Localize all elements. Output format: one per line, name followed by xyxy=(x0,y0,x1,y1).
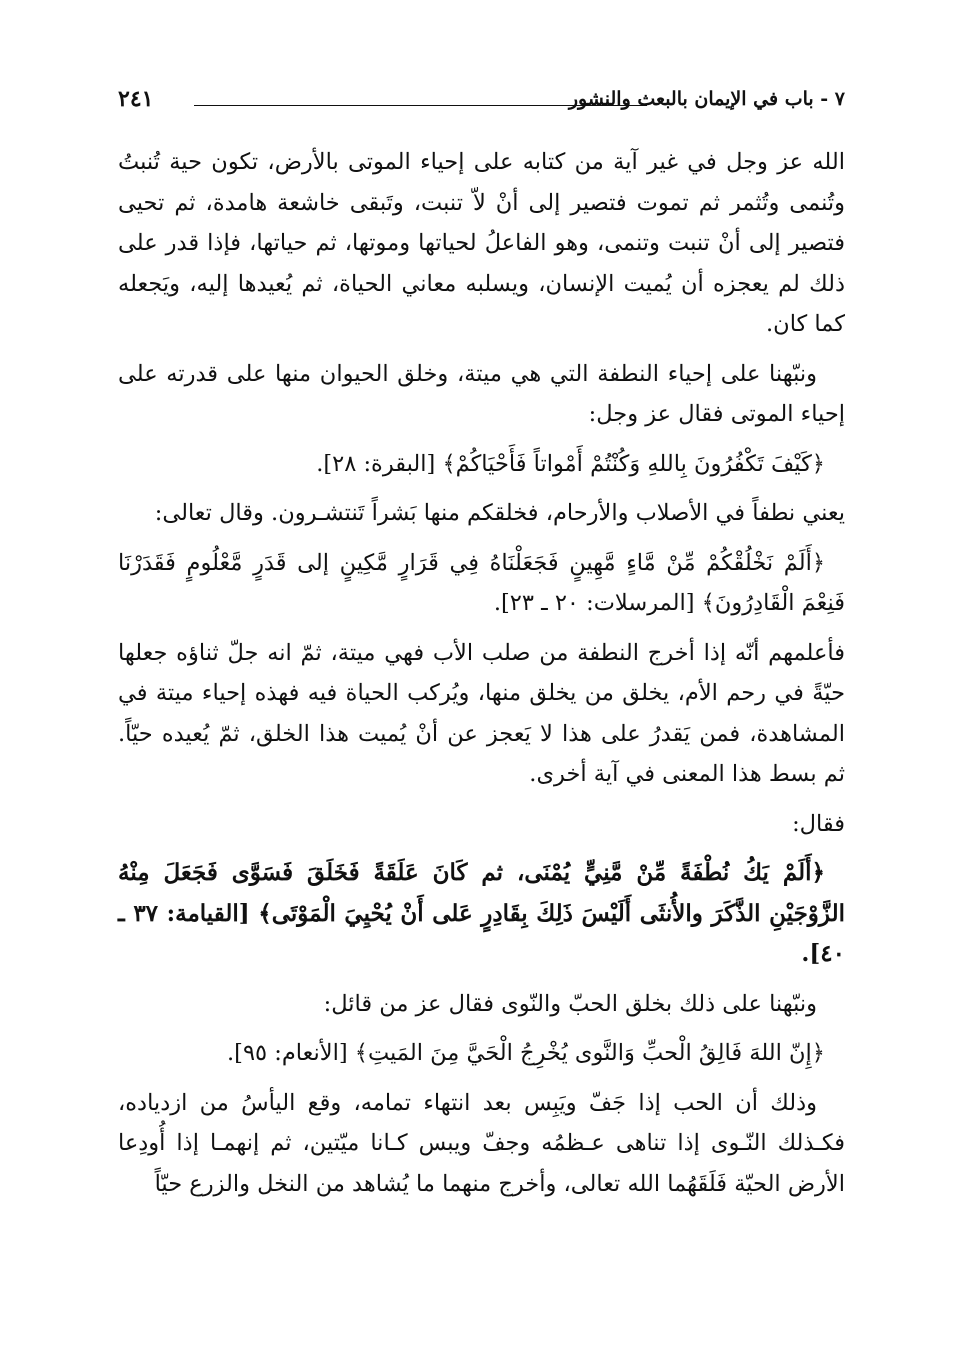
paragraph: الله عز وجل في غير آية من كتابه على إحياء الموتى بالأرض، تكون حية تُنبتُ وتُنمى وتُثمر ثم تموت فتصير إلى أنْ لاّ تنبت، وتَبقى خاشعة هامدة، ثم تحيى فتصير إلى أنْ تنبت وتنمى، وهو الفاعلُ لحياتها وموتها، ثم حياتها، فإذا قدر على ذلك لم يعجزه أن يُميت الإنسان، ويسلبه معاني الحياة، ثم يُعيدها إليه، ويَجعله كما كان. xyxy=(118,149,845,337)
header-rule xyxy=(194,105,647,106)
paragraph: وذلك أن الحب إذا جَفّ ويَبِس بعد انتهاء تمامه، وقع اليأسُ من ازدياده، فكـذلك النّـوى إذا تناهى عـظمُه وجفّ ويبس كـانا ميّتين، ثم إنهمـا إذا أُودِعا الأرض الحيّة فَلَقَهُما الله تعالى، وأخرج منهما ما يُشاهد من النخل والزرع حيّاً xyxy=(118,1089,845,1197)
quran-verse: ﴿إِنّ اللهَ فَالِقُ الْحبِّ وَالنَّوى يُخْرِجُ الْحَيَّ مِنَ المَيتِ﴾ [الأنعام: ٩٥]. xyxy=(227,1040,825,1066)
paragraph: فقال: xyxy=(792,810,845,837)
body-text xyxy=(118,142,845,1213)
paragraph: يعني نطفاً في الأصلاب والأرحام، فخلقكم منها بَشراً تَنتشـرون. وقال تعالى: xyxy=(154,500,845,526)
paragraph: ونبّهنا على إحياء النطفة التي هي ميتة، وخلق الحيوان منها على قدرته على إحياء الموتى فقال عز وجل: xyxy=(118,360,845,427)
quran-verse: ﴿أَلَمْ نَخْلُقْكُمْ مِّنْ مَّاءٍ مَّهِينٍ فَجَعَلْنَاهُ فِي قَرَارٍ مَّكِينٍ إلى قَدَرٍ مَّعْلُومٍ فَقَدَرْنَا فَنِعْمَ الْقَادِرُونَ﴾ [المرسلات: ٢٠ ـ ٢٣]. xyxy=(118,549,845,616)
paragraph: فأعلمهم أنّه إذا أخرج النطفة من صلب الأب فهي ميتة، ثمّ انه جلّ ثناؤه جعلها حيّةً في رحم الأم، يخلق من يخلق منها، ويُركب الحياة فيه فهذه إحياء ميتة في المشاهدة، فمن يَقدرُ على هذا لا يَعجز عن أنْ يُميت هذا الخلق، ثمّ يُعيده حيّاً. ثم بسط هذا المعنى في آية أخرى. xyxy=(118,639,845,787)
page-number: ٢٤١ xyxy=(118,86,154,112)
quran-verse: ﴿أَلَمْ يَكُ نُطْفَةً مِّنْ مَّنِيٍّ يُمْنَى، ثم كَانَ عَلَقَةً فَخَلَقَ فَسَوَّى فَجَعَلَ مِنْهُ الزَّوْجَيْنِ الذَّكَرَ والأُنثَى أَلَيْسَ ذَلِكَ بِقَادِرٍ عَلى أَنْ يُحْيِيَ الْمَوْتَى﴾ [القيامة: ٣٧ ـ ٤٠]. xyxy=(118,859,845,967)
chapter-title: ٧ - باب في الإيمان بالبعث والنشور xyxy=(568,88,845,110)
paragraph: ونبّهنا على ذلك بخلق الحبّ والنّوى فقال عز من قائل: xyxy=(323,990,817,1017)
running-header xyxy=(118,84,845,124)
quran-verse: ﴿كَيْفَ تَكْفُرُونَ بِاللهِ وَكُنْتُمْ أَمْواتاً فَأَحْيَاكُمْ﴾ [البقرة: ٢٨]. xyxy=(316,450,825,477)
